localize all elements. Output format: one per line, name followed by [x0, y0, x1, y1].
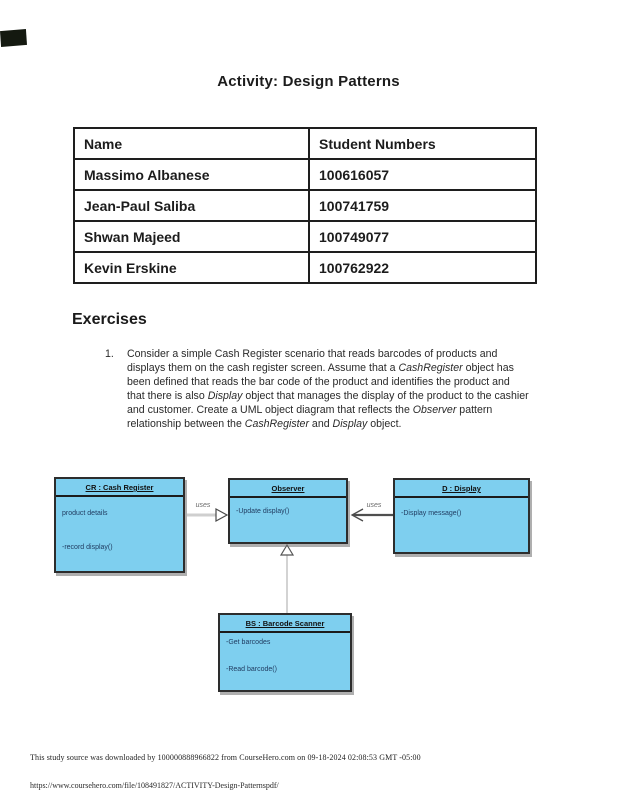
- uml-box-body: [56, 510, 183, 551]
- uml-box-observer: [228, 478, 348, 544]
- coursehero-download-note: This study source was downloaded by 100000888966822 from CourseHero.com on 09-18-2024 02:08:53 GMT -05:00: [30, 753, 421, 762]
- uml-box-title: Observer: [230, 480, 346, 498]
- student-name: Massimo Albanese: [74, 159, 309, 190]
- uml-attribute: -Get barcodes: [226, 639, 271, 646]
- exercise-text: Consider a simple Cash Register scenario that reads barcodes of products and displays them on the cash register screen. Assume that a CashRegister object has been defined that reads the bar code of the product and identifies the product and that there is also Display object that manages the display of the product to the cashier and customer. Create a UML object diagram that reflects the Observer pattern relationship between the CashRegister and Display object.: [127, 348, 529, 430]
- header-name: Name: [74, 128, 309, 159]
- exercise-item-1: [105, 347, 529, 431]
- table-header-row: [74, 128, 536, 159]
- student-number: 100616057: [309, 159, 536, 190]
- uml-method: -Read barcode(): [226, 666, 277, 673]
- coursehero-url-link[interactable]: https://www.coursehero.com/file/108491827/ACTIVITY-Design-Patternspdf/: [30, 781, 279, 790]
- student-name: Shwan Majeed: [74, 221, 309, 252]
- uml-box-body: [220, 639, 350, 673]
- uml-box-display: [393, 478, 530, 554]
- uml-method: -Display message(): [401, 510, 462, 517]
- uml-attribute: product details: [62, 510, 108, 517]
- uml-box-title: BS : Barcode Scanner: [220, 615, 350, 633]
- uml-box-cash-register: [54, 477, 185, 573]
- students-table: [73, 127, 537, 284]
- uses-label: uses: [366, 502, 382, 509]
- student-number: 100762922: [309, 252, 536, 283]
- header-student-numbers: Student Numbers: [309, 128, 536, 159]
- hollow-triangle-arrowhead-icon: [281, 545, 293, 555]
- uml-method: -Update display(): [236, 508, 290, 515]
- uml-method: -record display(): [62, 544, 113, 551]
- table-row: [74, 252, 536, 283]
- page-title: Activity: Design Patterns: [217, 73, 400, 90]
- uml-box-title: CR : Cash Register: [56, 479, 183, 497]
- table-row: [74, 190, 536, 221]
- uml-box-barcode-scanner: [218, 613, 352, 692]
- uml-box-title: D : Display: [395, 480, 528, 498]
- table-row: [74, 159, 536, 190]
- student-name: Kevin Erskine: [74, 252, 309, 283]
- student-number: 100749077: [309, 221, 536, 252]
- uml-box-body: [395, 510, 528, 517]
- exercise-number: 1.: [105, 348, 114, 360]
- exercises-heading: Exercises: [72, 311, 147, 328]
- table-row: [74, 221, 536, 252]
- open-arrowhead-icon: [216, 509, 227, 521]
- scan-artifact-mark: [0, 29, 27, 47]
- student-number: 100741759: [309, 190, 536, 221]
- uses-label: uses: [195, 502, 211, 509]
- open-arrowhead-icon: [352, 509, 363, 521]
- uml-box-body: [230, 508, 346, 515]
- student-name: Jean-Paul Saliba: [74, 190, 309, 221]
